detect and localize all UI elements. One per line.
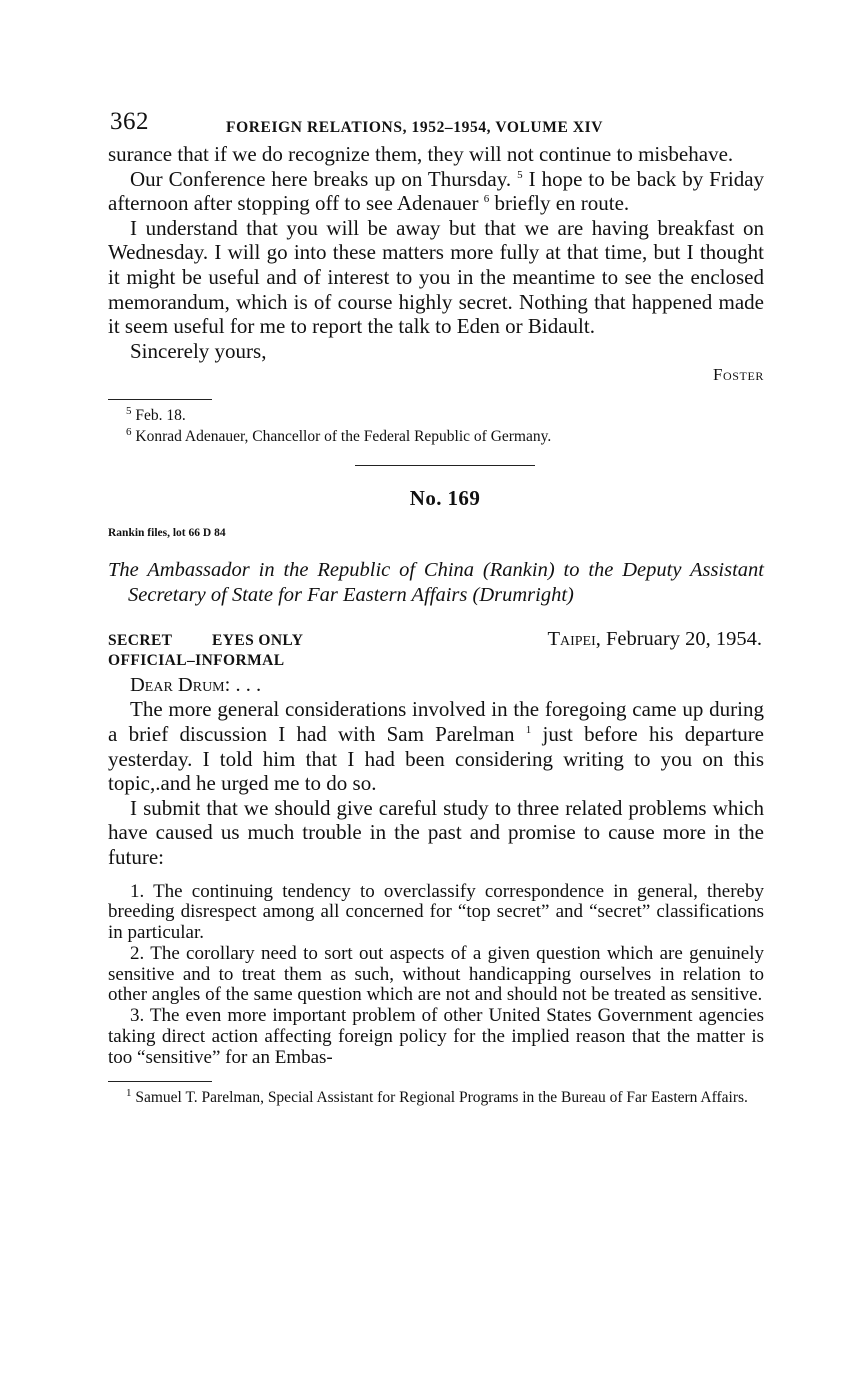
footnote-ref: 1 [525,723,532,736]
letter-continuation [108,142,764,363]
dateline-place: Taipei [547,628,596,651]
source-note: Rankin files, lot 66 D 84 [108,527,226,540]
salutation [130,674,764,697]
running-title: FOREIGN RELATIONS, 1952–1954, VOLUME XIV [226,119,604,136]
list-item: 1. The continuing tendency to overclassify correspondence in general, thereby breeding disrespect among all concerned for “top secret” and “secret” classifications in particular. [108,880,764,944]
section-divider [355,465,535,466]
paragraph [108,697,764,795]
footnote-text: Konrad Adenauer, Chancellor of the Federal Republic of Germany. [135,428,552,446]
footnote-text: Feb. 18. [135,407,186,425]
footnote-ref: 6 [483,193,490,206]
footnote-text: Samuel T. Parelman, Special Assistant for Regional Programs in the Bureau of Far Eastern Affairs. [135,1088,748,1106]
classification-row [108,630,764,652]
salutation-ellipsis: . . . [230,674,262,697]
paragraph: I understand that you will be away but that we are having breakfast on Wednesday. I will go into these matters more fully at that time, but I thought it might be useful and of interest to you in the meantime to see the enclosed memorandum, which is of course highly secret. Nothing that happened made it seem useful for me to report the talk to Eden or Bidault. [108,215,764,339]
paragraph: surance that if we do recognize them, they will not continue to misbehave. [108,142,734,166]
classification-eyes-only: EYES ONLY [212,632,304,650]
salutation-text: Dear Drum: [130,674,231,697]
paragraph: I submit that we should give careful study to three related problems which have caused us much trouble in the past and promise to cause more in the future: [108,795,764,869]
footnote [126,426,764,447]
footnote-rule [108,1081,212,1082]
footnote-mark: 5 [126,405,132,418]
footnote-ref: 5 [517,168,523,181]
letter-body [108,697,764,869]
footnote [108,1087,764,1108]
running-head [108,108,764,142]
footnote-mark: 1 [126,1086,132,1099]
footnote [126,405,764,426]
footnote-mark: 6 [126,426,132,439]
numbered-list [108,882,764,1069]
dateline-date: , February 20, 1954. [595,628,762,651]
list-item: 2. The corollary need to sort out aspects of a given question which are genuinely sensitive and to treat them as such, without handicapping ourselves in relation to other angles of the same question which are not and should not be treated as sensitive. [108,942,764,1006]
document-title: The Ambassador in the Republic of China (Rankin) to the Deputy Assistant Secretary of State for Far Eastern Affairs (Drumright) [108,559,764,607]
page-number: 362 [110,108,149,135]
signature: Foster [712,365,764,385]
text-run: just before his departure yesterday. I told him that I had been considering writing to you on this topic,.and he urged me to do so. [108,721,765,796]
document-page [108,108,764,1108]
text-run: briefly en route. [494,191,630,216]
text-run: Our Conference here breaks up on Thursday. [130,166,512,191]
text-run: I hope to be back by Friday afternoon after stopping off to see Adenauer [108,166,765,216]
text-run: The more general considerations involved in the foregoing came up during a brief discussion I had with Sam Parelman [108,697,764,746]
closing: Sincerely yours, [130,338,267,363]
list-item: 3. The even more important problem of other United States Government agencies taking direct action affecting foreign policy for the implied reason that the matter is too “sensitive” for an Embas- [108,1005,764,1068]
paragraph [108,167,764,216]
dateline [547,628,762,651]
footnote-rule [108,399,212,400]
document-number: No. 169 [409,486,481,511]
classification-secret: SECRET [108,632,173,650]
classification-official-informal: OFFICIAL–INFORMAL [108,652,285,670]
